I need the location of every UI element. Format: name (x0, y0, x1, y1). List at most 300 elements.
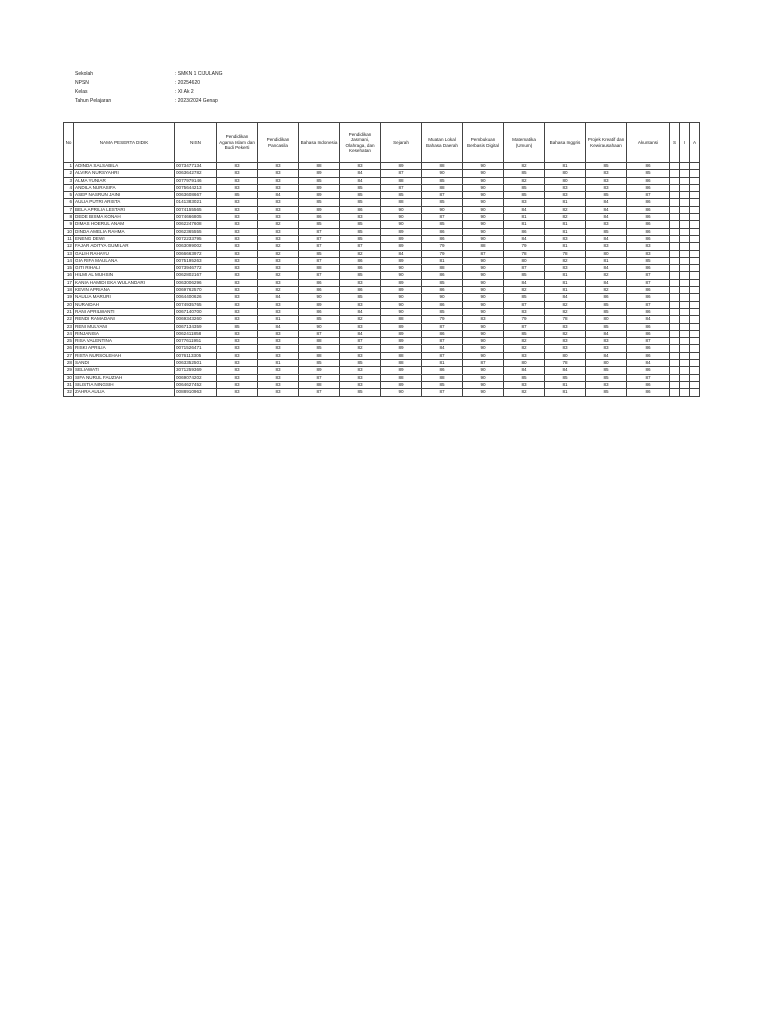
score-cell: 86 (422, 287, 463, 294)
score-cell: 81 (545, 163, 586, 170)
score-cell: 90 (381, 221, 422, 228)
column-header: Pendidikan Jasmani, Olahraga, dan Kesehatan (340, 123, 381, 163)
absence-permit-cell (680, 287, 690, 294)
score-cell: 83 (586, 243, 627, 250)
row-number: 18 (64, 287, 74, 294)
absence-permit-cell (680, 345, 690, 352)
absence-permit-cell (680, 316, 690, 323)
score-cell: 83 (217, 308, 258, 315)
score-cell: 83 (586, 184, 627, 191)
score-cell: 80 (586, 360, 627, 367)
score-cell: 86 (340, 287, 381, 294)
row-number: 8 (64, 214, 74, 221)
table-row (64, 294, 700, 301)
absence-alpha-cell (690, 330, 700, 337)
score-cell: 84 (586, 199, 627, 206)
score-cell: 86 (422, 228, 463, 235)
score-cell: 84 (504, 367, 545, 374)
absence-alpha-cell (690, 294, 700, 301)
score-cell: 81 (258, 316, 299, 323)
student-name: ALVIRA NURSYAHRI (74, 170, 175, 177)
score-cell: 87 (299, 257, 340, 264)
score-cell: 88 (381, 360, 422, 367)
score-cell: 90 (463, 170, 504, 177)
score-cell: 82 (258, 287, 299, 294)
row-number: 22 (64, 316, 74, 323)
student-name: ZAHRA AULIA (74, 389, 175, 396)
score-cell: 87 (381, 170, 422, 177)
absence-alpha-cell (690, 272, 700, 279)
score-cell: 79 (422, 250, 463, 257)
score-cell: 83 (340, 279, 381, 286)
column-header: Akuntansi (627, 123, 670, 163)
score-cell: 90 (299, 294, 340, 301)
row-number: 4 (64, 184, 74, 191)
score-cell: 85 (586, 192, 627, 199)
column-header: Bahasa Inggris (545, 123, 586, 163)
score-cell: 89 (299, 367, 340, 374)
table-row (64, 301, 700, 308)
student-name: KANIA HAMIDI EKA WULANDARI (74, 279, 175, 286)
absence-alpha-cell (690, 243, 700, 250)
score-cell: 85 (504, 374, 545, 381)
score-cell: 85 (422, 381, 463, 388)
student-nisn: 0062802167 (175, 272, 217, 279)
absence-permit-cell (680, 389, 690, 396)
score-cell: 87 (627, 301, 670, 308)
score-cell: 81 (545, 279, 586, 286)
score-cell: 84 (422, 345, 463, 352)
score-cell: 86 (627, 221, 670, 228)
column-header: Muatan Lokal Bahasa Daerah (422, 123, 463, 163)
student-nisn: 0066663972 (175, 250, 217, 257)
absence-sick-cell (670, 360, 680, 367)
score-cell: 83 (340, 323, 381, 330)
score-cell: 89 (299, 301, 340, 308)
score-cell: 88 (463, 243, 504, 250)
score-cell: 87 (299, 330, 340, 337)
score-cell: 89 (299, 170, 340, 177)
absence-permit-cell (680, 308, 690, 315)
score-cell: 86 (299, 214, 340, 221)
score-cell: 90 (463, 345, 504, 352)
score-cell: 78 (504, 250, 545, 257)
table-row (64, 279, 700, 286)
score-cell: 87 (627, 192, 670, 199)
score-cell: 85 (422, 177, 463, 184)
score-cell: 85 (586, 228, 627, 235)
score-cell: 84 (586, 330, 627, 337)
row-number: 9 (64, 221, 74, 228)
score-cell: 83 (217, 257, 258, 264)
score-cell: 87 (422, 389, 463, 396)
score-cell: 89 (381, 330, 422, 337)
score-cell: 89 (299, 206, 340, 213)
score-cell: 87 (627, 272, 670, 279)
table-row (64, 381, 700, 388)
score-cell: 90 (463, 221, 504, 228)
score-cell: 81 (545, 272, 586, 279)
score-cell: 90 (463, 389, 504, 396)
row-number: 14 (64, 257, 74, 264)
score-cell: 86 (627, 352, 670, 359)
student-name: SILISTIA NINGSIH (74, 381, 175, 388)
score-cell: 84 (340, 177, 381, 184)
score-cell: 85 (340, 228, 381, 235)
student-name: AULIA PUTRI ARISTA (74, 199, 175, 206)
score-cell: 87 (422, 214, 463, 221)
score-cell: 84 (381, 250, 422, 257)
score-cell: 90 (381, 389, 422, 396)
student-name: ALMA YUNIAR (74, 177, 175, 184)
absence-alpha-cell (690, 287, 700, 294)
absence-sick-cell (670, 308, 680, 315)
absence-sick-cell (670, 279, 680, 286)
student-name: GITI RIHALI (74, 265, 175, 272)
score-cell: 82 (545, 308, 586, 315)
score-cell: 81 (545, 287, 586, 294)
score-cell: 83 (545, 235, 586, 242)
score-cell: 90 (422, 294, 463, 301)
score-cell: 87 (299, 272, 340, 279)
score-cell: 86 (627, 235, 670, 242)
absence-alpha-cell (690, 228, 700, 235)
absence-permit-cell (680, 367, 690, 374)
absence-sick-cell (670, 381, 680, 388)
score-cell: 89 (381, 235, 422, 242)
score-cell: 87 (504, 301, 545, 308)
column-header: Pembukuan Berbasis Digital (463, 123, 504, 163)
score-cell: 83 (217, 367, 258, 374)
score-cell: 82 (258, 272, 299, 279)
info-row (75, 70, 223, 79)
score-cell: 87 (463, 250, 504, 257)
score-cell: 89 (381, 338, 422, 345)
score-cell: 80 (545, 177, 586, 184)
absence-alpha-cell (690, 367, 700, 374)
student-nisn: 0062411858 (175, 330, 217, 337)
score-cell: 85 (586, 367, 627, 374)
score-cell: 85 (299, 316, 340, 323)
score-cell: 87 (299, 243, 340, 250)
absence-alpha-cell (690, 257, 700, 264)
score-cell: 85 (340, 389, 381, 396)
absence-permit-cell (680, 250, 690, 257)
score-cell: 85 (340, 235, 381, 242)
score-cell: 83 (217, 170, 258, 177)
score-cell: 90 (463, 265, 504, 272)
row-number: 27 (64, 352, 74, 359)
score-cell: 83 (258, 301, 299, 308)
score-cell: 83 (545, 338, 586, 345)
score-cell: 80 (545, 352, 586, 359)
table-row (64, 177, 700, 184)
score-cell: 89 (381, 323, 422, 330)
score-cell: 84 (504, 235, 545, 242)
absence-sick-cell (670, 345, 680, 352)
absence-alpha-cell (690, 381, 700, 388)
row-number: 1 (64, 163, 74, 170)
score-cell: 83 (217, 265, 258, 272)
student-nisn: 3071259369 (175, 367, 217, 374)
score-cell: 83 (504, 308, 545, 315)
absence-alpha-cell (690, 177, 700, 184)
score-cell: 82 (545, 330, 586, 337)
score-cell: 88 (422, 163, 463, 170)
table-row (64, 345, 700, 352)
absence-sick-cell (670, 170, 680, 177)
absence-sick-cell (670, 199, 680, 206)
info-label: Sekolah (75, 71, 94, 77)
score-cell: 83 (627, 243, 670, 250)
score-cell: 83 (217, 374, 258, 381)
absence-alpha-cell (690, 221, 700, 228)
score-cell: 83 (217, 287, 258, 294)
score-cell: 87 (422, 352, 463, 359)
absence-sick-cell (670, 235, 680, 242)
score-cell: 80 (545, 170, 586, 177)
score-cell: 85 (422, 221, 463, 228)
student-nisn: 0069343260 (175, 316, 217, 323)
student-name: ASEP NASRUN JAINI (74, 192, 175, 199)
student-name: SELIAWATI (74, 367, 175, 374)
score-cell: 80 (504, 360, 545, 367)
score-cell: 88 (381, 177, 422, 184)
score-cell: 86 (422, 330, 463, 337)
row-number: 23 (64, 323, 74, 330)
row-number: 16 (64, 272, 74, 279)
score-cell: 83 (586, 221, 627, 228)
table-row (64, 352, 700, 359)
score-cell: 85 (340, 221, 381, 228)
table-row (64, 243, 700, 250)
absence-permit-cell (680, 381, 690, 388)
student-name: DIMAS HOERUL ANAM (74, 221, 175, 228)
table-header-row (64, 123, 700, 163)
absence-alpha-cell (690, 279, 700, 286)
student-nisn: 0074935765 (175, 301, 217, 308)
score-cell: 81 (586, 257, 627, 264)
student-nisn: 0088910963 (175, 389, 217, 396)
score-cell: 88 (422, 265, 463, 272)
score-cell: 83 (504, 352, 545, 359)
score-cell: 85 (504, 192, 545, 199)
row-number: 26 (64, 345, 74, 352)
student-nisn: 0075195263 (175, 257, 217, 264)
table-row (64, 323, 700, 330)
absence-permit-cell (680, 184, 690, 191)
absence-permit-cell (680, 214, 690, 221)
score-cell: 82 (504, 177, 545, 184)
column-header: Projek Kreatif dan Kewirausahaan (586, 123, 627, 163)
absence-alpha-cell (690, 338, 700, 345)
score-cell: 85 (504, 330, 545, 337)
score-cell: 89 (381, 228, 422, 235)
absence-sick-cell (670, 228, 680, 235)
score-cell: 84 (627, 360, 670, 367)
score-cell: 86 (627, 367, 670, 374)
score-cell: 83 (217, 206, 258, 213)
absence-sick-cell (670, 250, 680, 257)
score-cell: 90 (463, 374, 504, 381)
score-cell: 85 (545, 374, 586, 381)
table-row (64, 235, 700, 242)
score-cell: 83 (217, 352, 258, 359)
info-value: : XI Ak 2 (175, 89, 194, 95)
student-nisn: 0073477134 (175, 163, 217, 170)
score-cell: 83 (258, 214, 299, 221)
score-cell: 84 (258, 192, 299, 199)
table-row (64, 221, 700, 228)
column-header: Pendidikan Pancasila (258, 123, 299, 163)
student-nisn: 0069762570 (175, 287, 217, 294)
score-cell: 85 (217, 323, 258, 330)
row-number: 28 (64, 360, 74, 367)
score-cell: 83 (217, 163, 258, 170)
student-name: ENENG DEWI (74, 235, 175, 242)
student-name: BELA APRILIA LESTARI (74, 206, 175, 213)
absence-alpha-cell (690, 199, 700, 206)
score-cell: 90 (381, 206, 422, 213)
student-nisn: 0072233795 (175, 235, 217, 242)
score-cell: 88 (381, 352, 422, 359)
column-header: NISN (175, 123, 217, 163)
student-nisn: 0067140700 (175, 308, 217, 315)
score-cell: 83 (504, 381, 545, 388)
student-name: RINJANISA (74, 330, 175, 337)
score-cell: 90 (463, 287, 504, 294)
score-cell: 84 (586, 279, 627, 286)
score-cell: 84 (340, 308, 381, 315)
score-cell: 85 (586, 389, 627, 396)
score-cell: 83 (258, 374, 299, 381)
absence-alpha-cell (690, 360, 700, 367)
score-cell: 89 (381, 287, 422, 294)
absence-permit-cell (680, 228, 690, 235)
row-number: 32 (64, 389, 74, 396)
absence-sick-cell (670, 301, 680, 308)
score-cell: 85 (299, 250, 340, 257)
school-info (75, 70, 223, 106)
score-cell: 83 (217, 243, 258, 250)
table-row (64, 214, 700, 221)
student-name: FAJAR ADITYA GUMILAR (74, 243, 175, 250)
student-name: RISTA NURSOLEHAH (74, 352, 175, 359)
student-nisn: 0141383021 (175, 199, 217, 206)
score-cell: 82 (258, 243, 299, 250)
student-nisn: 0062247608 (175, 221, 217, 228)
score-cell: 86 (340, 265, 381, 272)
score-cell: 83 (258, 265, 299, 272)
score-cell: 79 (504, 243, 545, 250)
score-cell: 87 (422, 323, 463, 330)
table-row (64, 265, 700, 272)
student-name: ADINDA SALSABILA (74, 163, 175, 170)
score-cell: 86 (627, 323, 670, 330)
score-cell: 87 (504, 323, 545, 330)
table-row (64, 360, 700, 367)
score-cell: 82 (340, 345, 381, 352)
score-cell: 90 (463, 257, 504, 264)
score-cell: 90 (463, 294, 504, 301)
student-name: KEVIN APRIANA (74, 287, 175, 294)
score-cell: 90 (463, 381, 504, 388)
score-cell: 88 (381, 199, 422, 206)
column-header: No (64, 123, 74, 163)
absence-alpha-cell (690, 163, 700, 170)
student-nisn: 0063099002 (175, 243, 217, 250)
row-number: 30 (64, 374, 74, 381)
absence-alpha-cell (690, 352, 700, 359)
row-number: 17 (64, 279, 74, 286)
score-cell: 85 (422, 199, 463, 206)
score-cell: 86 (627, 206, 670, 213)
absence-permit-cell (680, 221, 690, 228)
score-cell: 83 (258, 235, 299, 242)
score-cell: 86 (299, 308, 340, 315)
score-cell: 83 (258, 228, 299, 235)
row-number: 29 (64, 367, 74, 374)
student-nisn: 0064400626 (175, 294, 217, 301)
table-row (64, 272, 700, 279)
column-header: Pendidikan Agama Islam dan Budi Pekerti (217, 123, 258, 163)
absence-permit-cell (680, 374, 690, 381)
score-cell: 83 (217, 301, 258, 308)
score-cell: 83 (217, 250, 258, 257)
table-row (64, 250, 700, 257)
score-cell: 82 (340, 250, 381, 257)
student-nisn: 0063642782 (175, 170, 217, 177)
score-cell: 90 (463, 206, 504, 213)
score-cell: 90 (422, 170, 463, 177)
score-cell: 83 (217, 330, 258, 337)
score-cell: 84 (545, 367, 586, 374)
table-row (64, 257, 700, 264)
score-cell: 90 (463, 323, 504, 330)
score-cell: 85 (586, 163, 627, 170)
score-cell: 86 (422, 272, 463, 279)
score-cell: 90 (463, 228, 504, 235)
score-cell: 82 (340, 316, 381, 323)
score-cell: 83 (586, 338, 627, 345)
student-nisn: 0062365555 (175, 228, 217, 235)
score-cell: 83 (258, 308, 299, 315)
row-number: 13 (64, 250, 74, 257)
score-cell: 83 (217, 221, 258, 228)
score-cell: 86 (299, 287, 340, 294)
absence-alpha-cell (690, 235, 700, 242)
row-number: 11 (64, 235, 74, 242)
score-cell: 87 (340, 243, 381, 250)
student-nisn: 0077611951 (175, 338, 217, 345)
student-nisn: 0076113305 (175, 352, 217, 359)
absence-sick-cell (670, 352, 680, 359)
score-cell: 87 (627, 279, 670, 286)
score-cell: 83 (217, 177, 258, 184)
score-cell: 83 (545, 345, 586, 352)
absence-sick-cell (670, 257, 680, 264)
score-cell: 81 (545, 228, 586, 235)
student-nisn: 0077979146 (175, 177, 217, 184)
row-number: 7 (64, 206, 74, 213)
row-number: 19 (64, 294, 74, 301)
absence-alpha-cell (690, 192, 700, 199)
table-row (64, 287, 700, 294)
score-cell: 83 (586, 345, 627, 352)
absence-permit-cell (680, 294, 690, 301)
info-label: Kelas (75, 89, 88, 95)
absence-sick-cell (670, 177, 680, 184)
